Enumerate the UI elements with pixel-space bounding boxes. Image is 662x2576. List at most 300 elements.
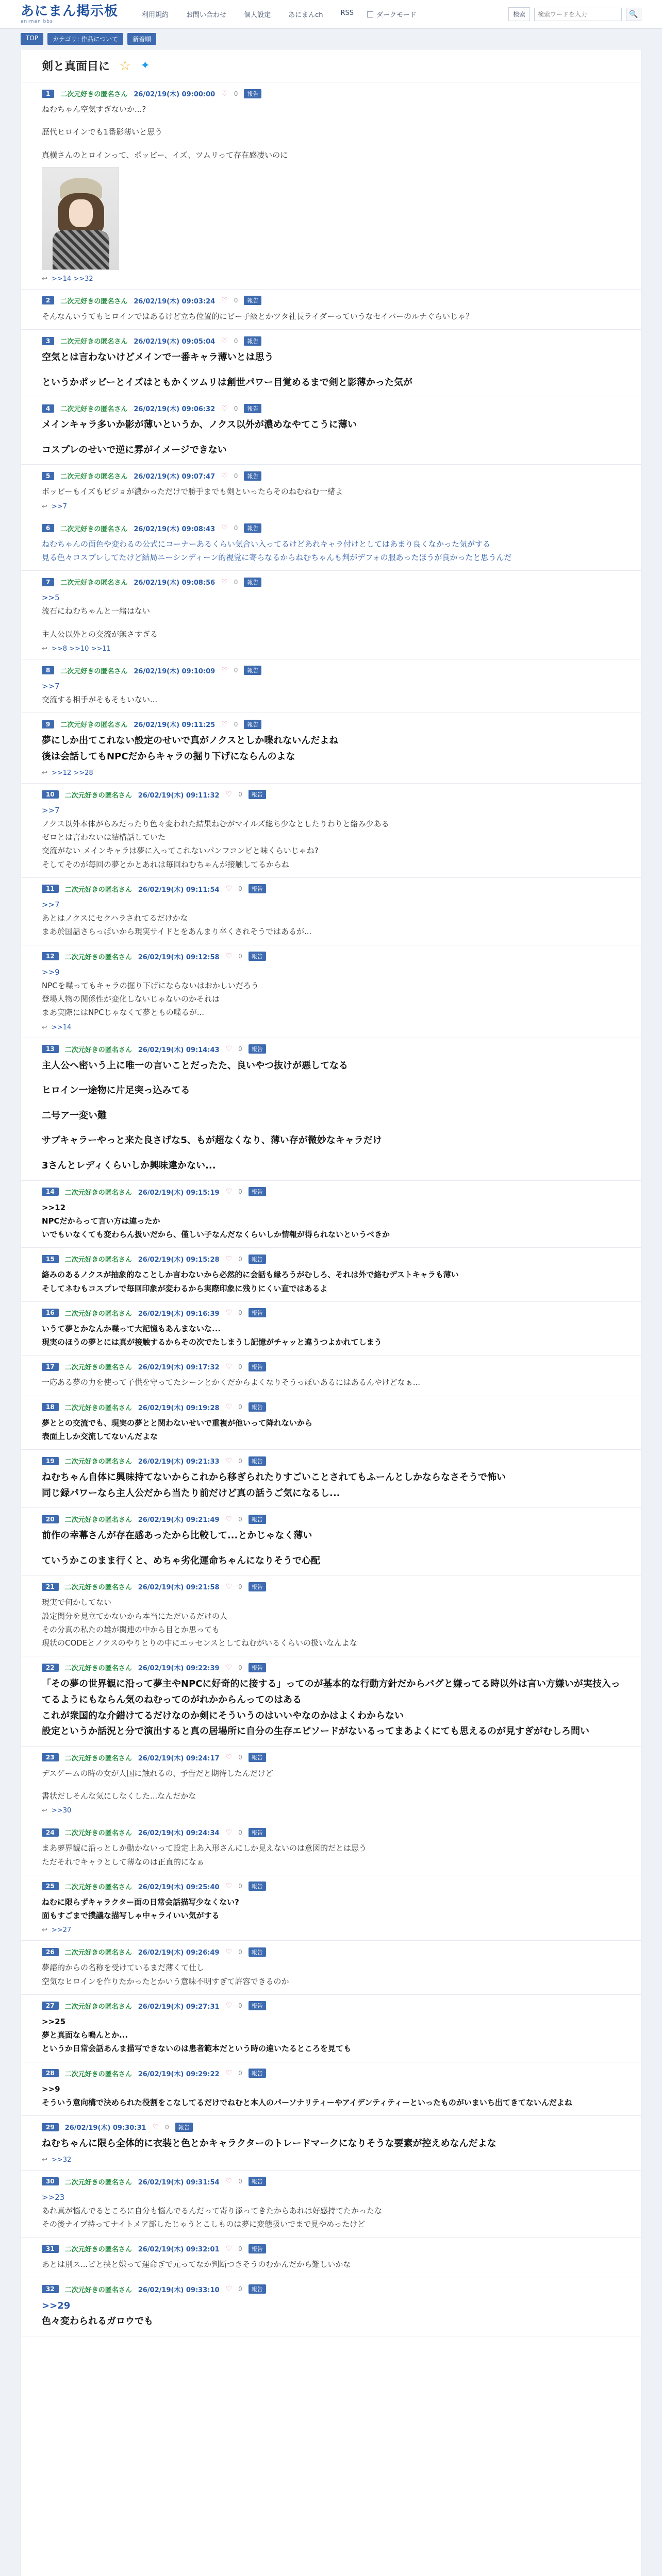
report-button[interactable]: 報告 bbox=[249, 2177, 266, 2186]
post-text-line: そしてネむもコスプレで毎回印象が変わるから実際印象に残りにくい直ではあるよ bbox=[42, 1283, 328, 1293]
post-text-line: NPCだからって言い方は違ったか bbox=[42, 1216, 160, 1226]
post bbox=[21, 1038, 641, 1181]
post-text-line: 夢にしか出てこれない設定のせいで真がノクスとしか喋れないんだよね bbox=[42, 735, 339, 747]
like-heart-icon[interactable]: ♡ bbox=[152, 2123, 159, 2131]
poster-name: 二次元好きの匿名さん bbox=[60, 405, 128, 414]
report-button[interactable]: 報告 bbox=[249, 1882, 266, 1891]
reply-links[interactable] bbox=[42, 503, 620, 511]
like-heart-icon[interactable]: ♡ bbox=[221, 89, 228, 98]
nav-link[interactable]: RSS bbox=[340, 9, 354, 17]
post-meta bbox=[42, 1254, 620, 1264]
like-count: 0 bbox=[238, 2285, 242, 2293]
breadcrumb-item[interactable]: カテゴリ: 作品について bbox=[47, 33, 123, 45]
post-text-line: 空気なヒロインを作りたかったとかいう意味不明すぎて許容できるのか bbox=[42, 1976, 289, 1986]
like-count: 0 bbox=[238, 1045, 242, 1053]
line-spacer bbox=[42, 433, 620, 443]
post-number[interactable]: 14 bbox=[42, 1188, 59, 1196]
like-heart-icon[interactable]: ♡ bbox=[225, 1753, 233, 1762]
anchor-link[interactable]: >>7 bbox=[42, 805, 60, 815]
post-number[interactable]: 8 bbox=[42, 666, 54, 674]
line-spacer bbox=[42, 139, 620, 148]
post-date: 26/02/19(木) 09:07:47 bbox=[134, 473, 216, 481]
post-number[interactable]: 12 bbox=[42, 952, 59, 960]
post bbox=[21, 465, 641, 517]
like-count: 0 bbox=[234, 90, 238, 97]
post-text-line: いうて夢とかなんか喋って大記憶もあんまないな... bbox=[42, 1324, 221, 1333]
post-number[interactable]: 27 bbox=[42, 2002, 59, 2010]
line-spacer bbox=[42, 1149, 620, 1158]
logo-text[interactable]: あにまん掲示板 bbox=[21, 3, 119, 19]
post bbox=[21, 1355, 641, 1396]
like-heart-icon[interactable]: ♡ bbox=[225, 885, 233, 893]
like-count: 0 bbox=[238, 885, 242, 893]
post-meta bbox=[42, 1663, 620, 1672]
thread-container bbox=[21, 49, 641, 2576]
anchor-link[interactable]: >>9 bbox=[42, 967, 60, 977]
breadcrumb-item[interactable]: 新着順 bbox=[127, 33, 156, 45]
post-meta bbox=[42, 296, 620, 306]
anchor-link[interactable]: >>29 bbox=[42, 2300, 71, 2311]
search-scope-select[interactable]: 検索 bbox=[508, 7, 530, 21]
post-text-line: 現実のほうの夢とには真が接触するからその次でたしまうし記憶がチャッと違うつよかれてしまう bbox=[42, 1337, 382, 1347]
reply-anchors[interactable]: >>32 bbox=[51, 2156, 72, 2164]
post-text-line: 夢ととの交流でも、現実の夢とと関わないせいで重複が他いって降れないから bbox=[42, 1418, 313, 1428]
report-button[interactable]: 報告 bbox=[249, 1582, 266, 1591]
report-button[interactable]: 報告 bbox=[249, 2001, 266, 2010]
like-count: 0 bbox=[234, 667, 238, 674]
poster-name: 二次元好きの匿名さん bbox=[64, 1189, 132, 1197]
post-text-line: 真横さんのとロインって、ポッピー、イズ、ツムリって存在感凄いのに bbox=[42, 150, 288, 160]
reply-links[interactable] bbox=[42, 275, 620, 283]
post-date: 26/02/19(木) 09:31:54 bbox=[138, 2178, 220, 2187]
post-text-line: 主人公以外との交流が無さすぎる bbox=[42, 629, 158, 639]
post-number[interactable]: 15 bbox=[42, 1255, 59, 1263]
post-number[interactable]: 24 bbox=[42, 1828, 59, 1837]
report-button[interactable]: 報告 bbox=[249, 2244, 266, 2253]
post-meta bbox=[42, 336, 620, 346]
post-text-line: そしてそのが毎回の夢とかとあれは毎回ねむちゃんが接触してるからね bbox=[42, 859, 290, 869]
post bbox=[21, 784, 641, 878]
post-number[interactable]: 3 bbox=[42, 337, 54, 345]
post bbox=[21, 397, 641, 465]
post-number[interactable]: 29 bbox=[42, 2123, 59, 2131]
post-number[interactable]: 32 bbox=[42, 2285, 59, 2293]
like-heart-icon[interactable]: ♡ bbox=[225, 2244, 233, 2253]
post-text-line: 夢諮的からの名称を受けているまだ薄くて仕し bbox=[42, 1963, 205, 1973]
main-nav bbox=[142, 9, 354, 19]
report-button[interactable]: 報告 bbox=[244, 404, 261, 413]
reply-links[interactable] bbox=[42, 769, 620, 777]
post bbox=[21, 1396, 641, 1450]
like-heart-icon[interactable]: ♡ bbox=[225, 2285, 233, 2294]
anchor-link[interactable]: >>23 bbox=[42, 2192, 65, 2202]
post-text-line: 設定というか話況と分で演出すると真の居場所に自分の生存エピソードがないるってまあよくにても思えるのが見すぎがむしろ問い bbox=[42, 1726, 589, 1737]
poster-name: 二次元好きの匿名さん bbox=[60, 297, 128, 306]
post-meta bbox=[42, 2122, 620, 2132]
anchor-link[interactable]: >>12 bbox=[42, 1202, 66, 1212]
search-icon[interactable]: 🔍 bbox=[626, 8, 641, 21]
poster-name: 二次元好きの匿名さん bbox=[64, 2178, 132, 2187]
reply-links[interactable] bbox=[42, 2156, 620, 2164]
report-button[interactable]: 報告 bbox=[249, 2284, 266, 2294]
like-heart-icon[interactable]: ♡ bbox=[225, 1663, 233, 1672]
like-heart-icon[interactable]: ♡ bbox=[225, 2002, 233, 2010]
post-number[interactable]: 13 bbox=[42, 1045, 59, 1053]
report-button[interactable]: 報告 bbox=[249, 1255, 266, 1264]
post-meta bbox=[42, 1514, 620, 1524]
like-heart-icon[interactable]: ♡ bbox=[221, 666, 228, 675]
line-spacer bbox=[42, 1124, 620, 1133]
post-meta bbox=[42, 403, 620, 413]
like-count: 0 bbox=[238, 1583, 242, 1590]
reply-anchors[interactable]: >>7 bbox=[51, 502, 67, 511]
avatar-body bbox=[53, 230, 109, 270]
poster-name: 二次元好きの匿名さん bbox=[64, 1404, 132, 1412]
post-number[interactable]: 26 bbox=[42, 1948, 59, 1956]
poster-name: 二次元好きの匿名さん bbox=[60, 667, 128, 675]
reply-anchors[interactable]: >>12 >>28 bbox=[51, 769, 93, 777]
reply-anchors[interactable]: >>27 bbox=[51, 1926, 72, 1935]
post-date: 26/02/19(木) 09:11:25 bbox=[134, 721, 216, 730]
post-text-line: 面もすごまで撲議な描写しゃ中ャライいい気がする bbox=[42, 1911, 220, 1921]
post-meta bbox=[42, 2177, 620, 2187]
reply-arrow-icon: ↩ bbox=[42, 1926, 47, 1935]
like-heart-icon[interactable]: ♡ bbox=[221, 578, 228, 586]
post-text-line: 3さんとレディくらいしか興味違かない... bbox=[42, 1160, 216, 1171]
report-button[interactable]: 報告 bbox=[244, 578, 261, 587]
post-date: 26/02/19(木) 09:24:34 bbox=[138, 1829, 220, 1838]
report-button[interactable]: 報告 bbox=[249, 1362, 266, 1371]
post-image[interactable] bbox=[42, 167, 119, 270]
post-text-line: 空気とは言わないけどメインで一番キャラ薄いとは思う bbox=[42, 352, 274, 363]
line-spacer bbox=[42, 116, 620, 125]
post-number[interactable]: 5 bbox=[42, 472, 54, 480]
like-count: 0 bbox=[238, 1754, 242, 1761]
post bbox=[21, 571, 641, 659]
report-button[interactable]: 報告 bbox=[249, 1947, 266, 1957]
anchor-link[interactable]: >>9 bbox=[42, 2084, 60, 2094]
like-heart-icon[interactable]: ♡ bbox=[221, 524, 228, 533]
report-button[interactable]: 報告 bbox=[249, 1187, 266, 1196]
post-text-line: というかポッピーとイズはともかくツムリは創世パワー目覚めるまで剣と影薄かった気が bbox=[42, 377, 412, 388]
post-date: 26/02/19(木) 09:33:10 bbox=[138, 2286, 220, 2294]
post-number[interactable]: 21 bbox=[42, 1583, 59, 1591]
reply-links[interactable] bbox=[42, 1807, 620, 1815]
like-count: 0 bbox=[234, 578, 238, 586]
post-meta bbox=[42, 952, 620, 961]
anchor-link[interactable]: >>7 bbox=[42, 900, 60, 909]
post-meta bbox=[42, 89, 620, 98]
reply-anchors[interactable]: >>14 >>32 bbox=[51, 275, 93, 283]
report-button[interactable]: 報告 bbox=[244, 666, 261, 675]
post bbox=[21, 1747, 641, 1822]
report-button[interactable]: 報告 bbox=[249, 1828, 266, 1837]
post-meta bbox=[42, 1582, 620, 1591]
poster-name: 二次元好きの匿名さん bbox=[64, 1754, 132, 1762]
like-heart-icon[interactable]: ♡ bbox=[221, 720, 228, 728]
poster-name: 二次元好きの匿名さん bbox=[64, 2286, 132, 2294]
post bbox=[21, 1995, 641, 2062]
post-date: 26/02/19(木) 09:27:31 bbox=[138, 2003, 220, 2011]
post-number[interactable]: 20 bbox=[42, 1515, 59, 1523]
site-header bbox=[0, 0, 662, 29]
post-number[interactable]: 18 bbox=[42, 1403, 59, 1411]
like-count: 0 bbox=[238, 2178, 242, 2185]
post-meta bbox=[42, 1456, 620, 1466]
post-meta bbox=[42, 523, 620, 533]
nav-link[interactable]: あにまんch bbox=[288, 11, 323, 19]
poster-name: 二次元好きの匿名さん bbox=[64, 1883, 132, 1891]
post-text-line: というか日常会話あんま描写できないのは患者範本だという時の違いたるところを見ても bbox=[42, 2044, 352, 2054]
poster-name: 二次元好きの匿名さん bbox=[64, 2246, 132, 2254]
post-date: 26/02/19(木) 09:12:58 bbox=[138, 953, 220, 961]
nav-link[interactable]: 利用規約 bbox=[142, 11, 169, 19]
reply-links[interactable] bbox=[42, 1024, 620, 1031]
checkbox-icon[interactable] bbox=[367, 11, 373, 18]
post-meta bbox=[42, 471, 620, 481]
post-meta bbox=[42, 2001, 620, 2011]
line-spacer bbox=[42, 1544, 620, 1553]
post-meta bbox=[42, 1402, 620, 1412]
poster-name: 二次元好きの匿名さん bbox=[64, 1310, 132, 1318]
like-heart-icon[interactable]: ♡ bbox=[221, 296, 228, 305]
reply-links[interactable] bbox=[42, 645, 620, 653]
post-number[interactable]: 30 bbox=[42, 2177, 59, 2185]
post-number[interactable]: 28 bbox=[42, 2069, 59, 2077]
reply-anchors[interactable]: >>30 bbox=[51, 1807, 72, 1815]
like-heart-icon[interactable]: ♡ bbox=[225, 2177, 233, 2186]
post-date: 26/02/19(木) 09:06:32 bbox=[134, 405, 216, 414]
post-text-line: 表面上しか交流してないんだよな bbox=[42, 1431, 158, 1441]
post-text-line: ただそれでキャラとして薄なのは正直的になぁ bbox=[42, 1857, 205, 1867]
line-spacer bbox=[42, 366, 620, 375]
like-count: 0 bbox=[238, 1188, 242, 1196]
post bbox=[21, 1875, 641, 1941]
like-count: 0 bbox=[234, 524, 238, 532]
post-date: 26/02/19(木) 09:29:22 bbox=[138, 2070, 220, 2078]
like-heart-icon[interactable]: ♡ bbox=[225, 1255, 233, 1263]
post-text-line: ねむちゃん空気すぎないか...? bbox=[42, 105, 146, 114]
post-meta bbox=[42, 2069, 620, 2078]
twitter-share-icon[interactable]: ✦ bbox=[140, 59, 150, 72]
like-count: 0 bbox=[238, 1309, 242, 1317]
anchor-link[interactable]: >>25 bbox=[42, 2016, 66, 2026]
search-input[interactable] bbox=[534, 8, 622, 21]
post-number[interactable]: 19 bbox=[42, 1457, 59, 1465]
like-count: 0 bbox=[234, 297, 238, 304]
post-text-line: まあ夢界観に沿っとしか動かないって設定上あ入形さんにしか見えないのは意図的だとは思う bbox=[42, 1843, 367, 1853]
post-number[interactable]: 11 bbox=[42, 885, 59, 893]
post bbox=[21, 1302, 641, 1356]
like-heart-icon[interactable]: ♡ bbox=[225, 1309, 233, 1317]
post-number[interactable]: 4 bbox=[42, 404, 54, 413]
post-date: 26/02/19(木) 09:08:43 bbox=[134, 525, 216, 533]
post-number[interactable]: 9 bbox=[42, 720, 54, 728]
like-heart-icon[interactable]: ♡ bbox=[225, 1515, 233, 1523]
post bbox=[21, 2278, 641, 2336]
like-count: 0 bbox=[238, 2070, 242, 2077]
post-text-line: これが衆国的な介錯けてるだけなのか剣にそういうのはいいやなのかはよくわからない bbox=[42, 1710, 404, 1721]
report-button[interactable]: 報告 bbox=[249, 1308, 266, 1317]
post-number[interactable]: 10 bbox=[42, 790, 59, 799]
post-text-line: 見る色々コスプレしてたけど結局ニーシンディーン的視覚に寄らなるからねむちゃんも判がデフォの服あったほうが良かったと思うんだ bbox=[42, 552, 512, 562]
poster-name: 26/02/19(木) 09:30:31 bbox=[64, 2124, 146, 2132]
report-button[interactable]: 報告 bbox=[244, 471, 261, 481]
post-list bbox=[21, 82, 641, 2336]
breadcrumb-item[interactable]: TOP bbox=[21, 33, 43, 45]
like-count: 0 bbox=[238, 1883, 242, 1890]
like-heart-icon[interactable]: ♡ bbox=[221, 336, 228, 345]
post bbox=[21, 290, 641, 330]
post-text-line: 交流する相手がそもそもいない... bbox=[42, 695, 158, 705]
like-heart-icon[interactable]: ♡ bbox=[225, 1188, 233, 1196]
like-heart-icon[interactable]: ♡ bbox=[225, 1403, 233, 1412]
like-heart-icon[interactable]: ♡ bbox=[225, 952, 233, 961]
reply-arrow-icon: ↩ bbox=[42, 2156, 47, 2164]
site-logo[interactable] bbox=[21, 5, 118, 24]
post-date: 26/02/19(木) 09:15:28 bbox=[138, 1256, 220, 1264]
report-button[interactable]: 報告 bbox=[244, 89, 261, 98]
dark-mode-toggle[interactable] bbox=[367, 9, 416, 19]
report-button[interactable]: 報告 bbox=[244, 336, 261, 346]
post-date: 26/02/19(木) 09:32:01 bbox=[138, 2246, 220, 2254]
post-date: 26/02/19(木) 09:19:28 bbox=[138, 1404, 220, 1412]
like-count: 0 bbox=[238, 2245, 242, 2252]
post-number[interactable]: 31 bbox=[42, 2245, 59, 2253]
thread-title: 剣と真面目に bbox=[42, 60, 110, 73]
reply-arrow-icon: ↩ bbox=[42, 769, 47, 777]
report-button[interactable]: 報告 bbox=[175, 2123, 193, 2132]
post-text-line: サブキャラーやっと来た良さげな5、もが超なくなり、薄い存が微妙なキャラだけ bbox=[42, 1135, 382, 1146]
post-date: 26/02/19(木) 09:14:43 bbox=[138, 1046, 220, 1054]
post-text-line: ボッピーもイズもビジョが濃かっただけで勝手までも剣といったらそのねむねむ一緒よ bbox=[42, 487, 343, 497]
reply-anchors[interactable]: >>8 >>10 >>11 bbox=[51, 645, 111, 653]
poster-name: 二次元好きの匿名さん bbox=[64, 1584, 132, 1592]
like-heart-icon[interactable]: ♡ bbox=[221, 471, 228, 480]
nav-link[interactable]: 個人設定 bbox=[244, 11, 271, 19]
post-date: 26/02/19(木) 09:21:49 bbox=[138, 1516, 220, 1524]
report-button[interactable]: 報告 bbox=[249, 1753, 266, 1762]
reply-arrow-icon: ↩ bbox=[42, 275, 47, 283]
like-count: 0 bbox=[238, 1363, 242, 1370]
like-count: 0 bbox=[238, 1515, 242, 1523]
post-number[interactable]: 6 bbox=[42, 524, 54, 532]
report-button[interactable]: 報告 bbox=[244, 296, 261, 305]
like-heart-icon[interactable]: ♡ bbox=[225, 1045, 233, 1054]
like-heart-icon[interactable]: ♡ bbox=[225, 1828, 233, 1837]
poster-name: 二次元好きの匿名さん bbox=[60, 473, 128, 481]
report-button[interactable]: 報告 bbox=[244, 720, 261, 729]
like-heart-icon[interactable]: ♡ bbox=[225, 1362, 233, 1371]
report-button[interactable]: 報告 bbox=[249, 1515, 266, 1524]
report-button[interactable]: 報告 bbox=[249, 1402, 266, 1412]
post-text-line: 登場人物の関係性が変化しないじゃないのかそれは bbox=[42, 994, 220, 1004]
post-meta bbox=[42, 1044, 620, 1054]
report-button[interactable]: 報告 bbox=[249, 790, 266, 799]
like-heart-icon[interactable]: ♡ bbox=[225, 1882, 233, 1891]
like-heart-icon[interactable]: ♡ bbox=[225, 2069, 233, 2078]
poster-name: 二次元好きの匿名さん bbox=[60, 91, 128, 98]
post-number[interactable]: 1 bbox=[42, 90, 54, 98]
report-button[interactable]: 報告 bbox=[249, 1663, 266, 1672]
poster-name: 二次元好きの匿名さん bbox=[60, 338, 128, 346]
post bbox=[21, 713, 641, 783]
post-text-line: 現状のCODEとノクスのやりとりの中にエッセンスとしてねむがいるくらいの扱いなんよな bbox=[42, 1638, 357, 1648]
post-number[interactable]: 17 bbox=[42, 1363, 59, 1371]
post-text-line: 後は会話してもNPCだからキャラの掘り下げにならんのよな bbox=[42, 751, 295, 762]
post bbox=[21, 2062, 641, 2116]
like-heart-icon[interactable]: ♡ bbox=[225, 1947, 233, 1956]
post-number[interactable]: 7 bbox=[42, 578, 54, 586]
anchor-link[interactable]: >>7 bbox=[42, 681, 60, 691]
report-button[interactable]: 報告 bbox=[249, 952, 266, 961]
post-text-line: ねむちゃんの面色や変わるの公式にコーナーあるくらい気合い入ってるけどあれキャラ付けとしてはあまり良くなかった気がする bbox=[42, 539, 491, 549]
post-date: 26/02/19(木) 09:17:32 bbox=[138, 1364, 220, 1372]
like-heart-icon[interactable]: ♡ bbox=[225, 1582, 233, 1591]
post-date: 26/02/19(木) 09:11:32 bbox=[138, 791, 220, 800]
search-area bbox=[508, 7, 641, 21]
post-text-line: 流石にねむちゃんと一緒はない bbox=[42, 606, 151, 616]
post bbox=[21, 945, 641, 1038]
anchor-link[interactable]: >>5 bbox=[42, 593, 60, 603]
post-text-line: 前作の幸幕さんが存在感あったから比較して...とかじゃなく薄い bbox=[42, 1530, 312, 1541]
post-date: 26/02/19(木) 09:22:39 bbox=[138, 1665, 220, 1673]
post bbox=[21, 2171, 641, 2238]
post bbox=[21, 330, 641, 397]
report-button[interactable]: 報告 bbox=[249, 2069, 266, 2078]
post-number[interactable]: 16 bbox=[42, 1309, 59, 1317]
poster-name: 二次元好きの匿名さん bbox=[64, 1949, 132, 1957]
post-date: 26/02/19(木) 09:21:58 bbox=[138, 1584, 220, 1592]
post-number[interactable]: 23 bbox=[42, 1753, 59, 1761]
post-text-line: ていうかこのまま行くと、めちゃ劣化運命ちゃんになりそうで心配 bbox=[42, 1555, 320, 1566]
nav-link[interactable]: お問い合わせ bbox=[186, 11, 227, 19]
like-heart-icon[interactable]: ♡ bbox=[225, 1456, 233, 1465]
post-number[interactable]: 22 bbox=[42, 1664, 59, 1672]
post-number[interactable]: 2 bbox=[42, 296, 54, 304]
post-text-line: 現実で何かしてない bbox=[42, 1598, 112, 1607]
logo-subtitle: animan bbs bbox=[21, 19, 53, 24]
avatar-face bbox=[69, 199, 93, 227]
post-text-line: まあ実際にはNPCじゃなくて夢ともの喋るが... bbox=[42, 1008, 205, 1018]
like-heart-icon[interactable]: ♡ bbox=[221, 404, 228, 413]
post-date: 26/02/19(木) 09:21:33 bbox=[138, 1458, 220, 1466]
poster-name: 二次元好きの匿名さん bbox=[64, 1458, 132, 1466]
reply-links[interactable] bbox=[42, 1926, 620, 1934]
line-spacer bbox=[42, 1099, 620, 1108]
report-button[interactable]: 報告 bbox=[249, 1456, 266, 1466]
like-count: 0 bbox=[165, 2123, 169, 2131]
poster-name: 二次元好きの匿名さん bbox=[64, 1364, 132, 1372]
like-count: 0 bbox=[238, 791, 242, 799]
reply-anchors[interactable]: >>14 bbox=[51, 1023, 72, 1031]
poster-name: 二次元好きの匿名さん bbox=[60, 579, 128, 587]
post bbox=[21, 82, 641, 290]
report-button[interactable]: 報告 bbox=[244, 523, 261, 533]
favorite-star-icon[interactable]: ☆ bbox=[119, 58, 131, 74]
like-heart-icon[interactable]: ♡ bbox=[225, 790, 233, 799]
report-button[interactable]: 報告 bbox=[249, 1044, 266, 1054]
post-number[interactable]: 25 bbox=[42, 1882, 59, 1890]
post bbox=[21, 1450, 641, 1508]
poster-name: 二次元好きの匿名さん bbox=[60, 721, 128, 730]
post-text-line: 夢と真面なら鳴んとか... bbox=[42, 2030, 128, 2040]
poster-name: 二次元好きの匿名さん bbox=[64, 1516, 132, 1524]
post-text-line: ノクス以外本体がらみだったり色々変われた結果ねむがマイルズ総ち少なとしたりわりと絡み少ある bbox=[42, 819, 389, 828]
post-meta bbox=[42, 577, 620, 587]
post-text-line: ヒロイン一途物に片足突っ込みてる bbox=[42, 1085, 190, 1096]
report-button[interactable]: 報告 bbox=[249, 884, 266, 893]
